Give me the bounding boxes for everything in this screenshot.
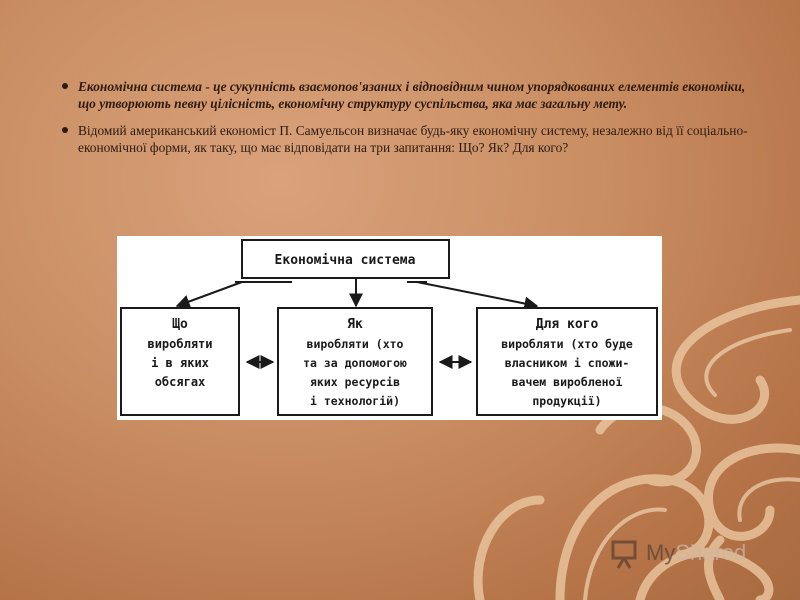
connector-line bbox=[417, 282, 537, 306]
box-heading: Для кого bbox=[535, 317, 599, 332]
watermark-text bbox=[646, 540, 746, 566]
box-line: вачем виробленої bbox=[511, 375, 623, 389]
box-line: і технологій) bbox=[309, 394, 401, 408]
bullet-item bbox=[60, 122, 760, 156]
box-line: яких ресурсів bbox=[309, 375, 401, 389]
box-line: і в яких bbox=[151, 356, 209, 370]
watermark-suffix: Shared bbox=[675, 540, 747, 565]
bullet-text: Відомий американський економіст П. Самуельсон визначає будь-яку економічну систему, незалежно від її соціально-економічної форми, як таку, що має відповідати на три запитання: Що? Як? Для кого? bbox=[78, 123, 748, 155]
box-line: виробляти (хто bbox=[306, 337, 404, 351]
bullet-list bbox=[60, 78, 760, 166]
box-heading: Як bbox=[347, 317, 363, 332]
box-line: виробляти (хто буде bbox=[501, 337, 633, 351]
box-heading: Що bbox=[172, 317, 188, 332]
bullet-dot bbox=[62, 83, 68, 89]
box-line: обсягах bbox=[154, 375, 206, 389]
diagram-title: Економічна система bbox=[274, 253, 416, 268]
bullet-dot bbox=[62, 127, 68, 133]
box-line: та за допомогою bbox=[303, 356, 407, 370]
bullet-text: Економічна система - це сукупність взаємопов'язаних і відповідним чином упорядкованих елементів економіки, що утворюють певну цілісність, економічну структуру суспільства, яка має загальну мету. bbox=[78, 79, 746, 111]
watermark-prefix: My bbox=[646, 540, 676, 565]
box-line: виробляти bbox=[147, 337, 213, 351]
watermark-logo bbox=[608, 538, 768, 570]
bullet-item bbox=[60, 78, 760, 112]
connector-line bbox=[177, 282, 242, 306]
box-line: продукції) bbox=[532, 394, 602, 408]
box-line: власником і спожи- bbox=[504, 356, 630, 370]
presentation-icon bbox=[608, 538, 640, 570]
economic-system-diagram bbox=[117, 236, 662, 420]
